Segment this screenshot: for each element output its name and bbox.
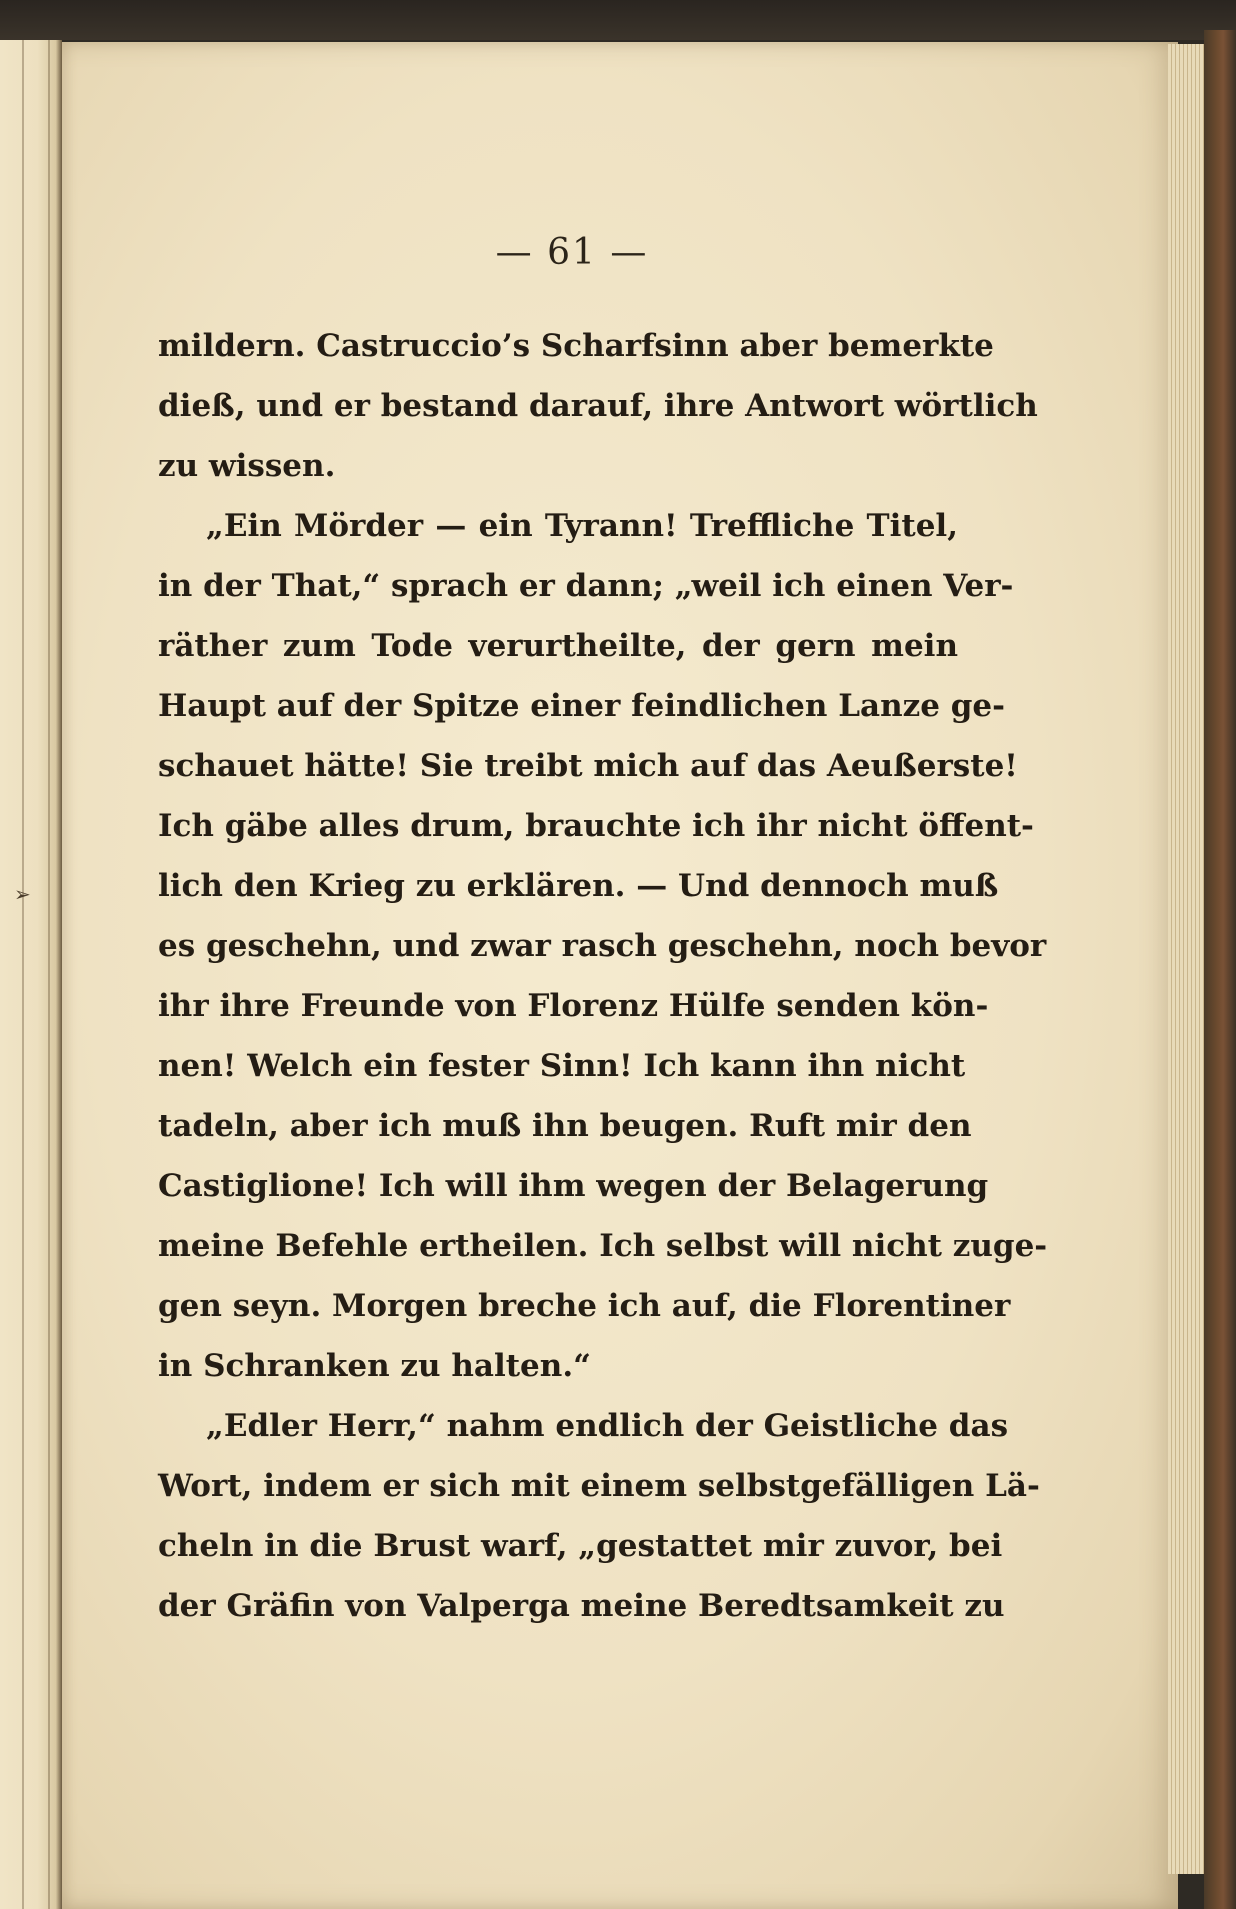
text-line: mildern. Castruccio’s Scharfsinn aber bemerkte (158, 328, 994, 364)
text-line: „Ein Mörder — ein Tyrann! Treffliche Titel, (206, 508, 958, 544)
text-line: es geschehn, und zwar rasch geschehn, noch bevor (158, 928, 1047, 964)
text-line: ihr ihre Freunde von Florenz Hülfe senden kön- (158, 988, 989, 1024)
text-line: Ich gäbe alles drum, brauchte ich ihr nicht öffent- (158, 808, 1034, 844)
text-line: dieß, und er bestand darauf, ihre Antwort wörtlich (158, 388, 1038, 424)
page-stack-edges (1168, 44, 1204, 1874)
text-line: nen! Welch ein fester Sinn! Ich kann ihn nicht (158, 1048, 966, 1084)
text-line: meine Befehle ertheilen. Ich selbst will nicht zuge- (158, 1228, 1048, 1264)
text-line: gen seyn. Morgen breche ich auf, die Florentiner (158, 1288, 1011, 1324)
book-cover-edge (1204, 30, 1236, 1909)
page-edge-line (48, 40, 50, 1909)
page-edge-line (22, 40, 24, 1909)
text-line: Haupt auf der Spitze einer feindlichen Lanze ge- (158, 688, 1006, 724)
text-line: in Schranken zu halten.“ (158, 1348, 591, 1384)
text-line: Castiglione! Ich will ihm wegen der Belagerung (158, 1168, 989, 1204)
text-line: cheln in die Brust warf, „gestattet mir zuvor, bei (158, 1528, 1003, 1564)
binding-top (0, 0, 1236, 40)
text-line: schauet hätte! Sie treibt mich auf das Aeußerste! (158, 748, 1018, 784)
text-line: Wort, indem er sich mit einem selbstgefälligen Lä- (158, 1468, 1040, 1504)
text-line: räther zum Tode verurtheilte, der gern mein (158, 628, 958, 664)
margin-arrow-mark: ➢ (14, 882, 31, 906)
previous-page-edge (0, 40, 62, 1909)
text-line: in der That,“ sprach er dann; „weil ich einen Ver- (158, 568, 1014, 604)
text-line: der Gräfin von Valperga meine Beredtsamkeit zu (158, 1588, 1005, 1624)
page-number: — 61 — (495, 232, 649, 273)
text-line: „Edler Herr,“ nahm endlich der Geistliche das (206, 1408, 1009, 1444)
text-line: lich den Krieg zu erklären. — Und dennoch muß (158, 868, 999, 904)
text-line: zu wissen. (158, 448, 336, 484)
text-line: tadeln, aber ich muß ihn beugen. Ruft mir den (158, 1108, 972, 1144)
